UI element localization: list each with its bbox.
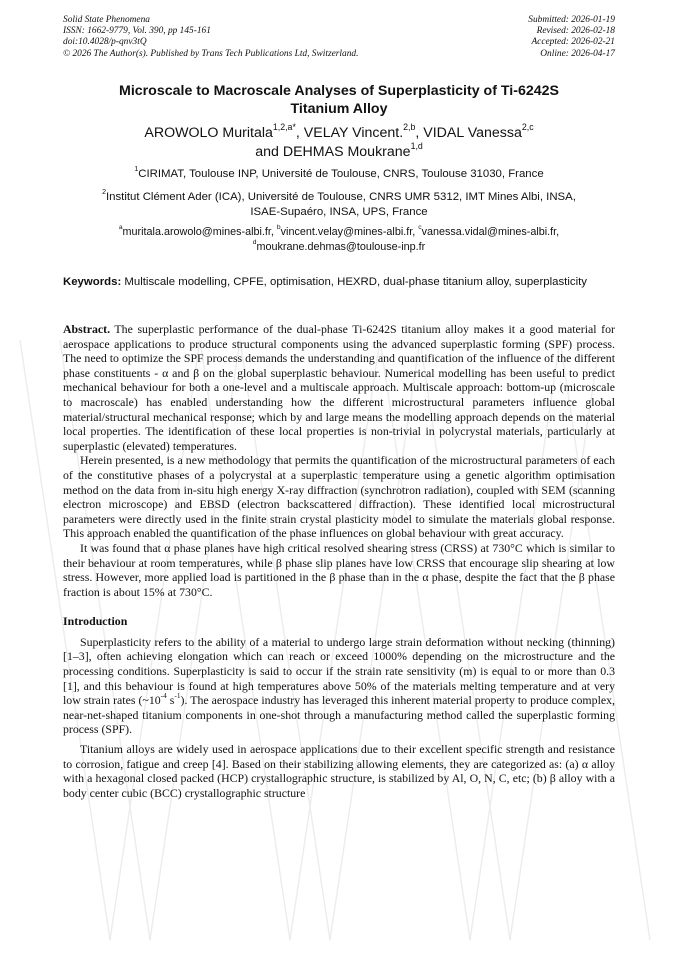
email-link[interactable]: moukrane.dehmas@toulouse-inp.fr — [256, 240, 426, 253]
paragraph-text: ). The aerospace industry has leveraged this inherent material property to produce complex, near-net-shaped titanium components in one-shot through a manufacturing method called the superplastic forming process (SPF). — [63, 693, 615, 737]
email-marker: a — [118, 224, 123, 232]
email-marker: c — [418, 224, 422, 232]
email-link[interactable]: vincent.velay@mines-albi.fr, — [280, 226, 419, 238]
paragraph-text: Superplasticity refers to the ability of a material to undergo large strain deformation without necking (thinning) [1–3], often achieving elongation which can reach or exceed 1000% depending on the microstructure and the processing conditions. Superplasticity is said to occur if the strain rate sensitivity (m) is equal to or more than 0.3 [1], and this behaviour is found at high temperatures above 50% of the materials melting temperature and at very low strain rates (~10 — [63, 634, 615, 708]
paper-title-line-1: Microscale to Macroscale Analyses of Superplasticity of Ti-6242S — [119, 83, 559, 99]
journal-doi[interactable]: doi:10.4028/p-qnv3tQ — [63, 37, 147, 48]
abstract-label: Abstract. — [63, 322, 111, 336]
author-affiliation-marker: 1,d — [410, 140, 423, 151]
affiliation-2-line-1 — [63, 190, 615, 205]
author-conjunction: and — [255, 144, 283, 160]
author-separator: , — [415, 125, 424, 141]
keywords-text: Multiscale modelling, CPFE, optimisation, HEXRD, dual-phase titanium alloy, superplasticity — [121, 276, 587, 288]
keywords — [63, 275, 615, 290]
emails-line-1 — [63, 225, 615, 240]
date-accepted: Accepted: 2026-02-21 — [531, 37, 615, 48]
email-link[interactable]: muritala.arowolo@mines-albi.fr, — [122, 226, 277, 238]
author-emails — [63, 225, 615, 254]
author-separator: , — [295, 125, 304, 141]
abstract-paragraph-2: Herein presented, is a new methodology that permits the quantification of the microstructural parameters of each of the constitutive phases of a polycrystal at a superplastic temperature using a genetic algorithm optimisation method on the data from in-situ high energy X-ray diffraction (synchrotron radiation), coupled with SEM (scanning electron microscope) and EBSD (electron backscattered diffraction). These identified local microstructural parameters were directly used in the finite strain crystal plasticity model to simulate the materials global response. This approach enabled the quantification of the phase influences on global behaviour with great accuracy. — [63, 453, 615, 541]
exponent: -1 — [174, 691, 181, 701]
journal-name: Solid State Phenomena — [63, 15, 150, 25]
email-marker: b — [276, 224, 281, 232]
date-revised: Revised: 2026-02-18 — [536, 26, 615, 37]
author-name: AROWOLO Muritala — [144, 125, 273, 141]
author-affiliation-marker: 2,c — [521, 121, 534, 132]
section-heading-introduction: Introduction — [63, 614, 128, 629]
journal-info — [63, 15, 358, 60]
abstract-paragraph-3: It was found that α phase planes have high critical resolved shearing stress (CRSS) at 730°C which is similar to their behaviour at room temperatures, while β phase slip planes have low CRSS that encourage slip shearing at low stress. However, more applied load is partitioned in the β phase than in the α phase, despite the fact that the β phase fraction is about 15% at 730°C. — [63, 540, 615, 599]
email-marker: d — [252, 239, 257, 246]
author-affiliation-marker: 1,2,a* — [272, 121, 296, 132]
paper-body — [63, 322, 615, 800]
journal-copyright: © 2026 The Author(s). Published by Trans Tech Publications Ltd, Switzerland. — [63, 48, 359, 59]
abstract-paragraph-1 — [63, 322, 615, 453]
affiliation-marker: 2 — [102, 189, 106, 197]
affiliation-marker: 1 — [134, 166, 139, 174]
author-name: VELAY Vincent. — [303, 125, 404, 141]
date-submitted: Submitted: 2026-01-19 — [528, 15, 615, 25]
emails-line-2 — [63, 240, 615, 255]
affiliation-2 — [63, 190, 615, 219]
introduction-paragraph-2: Titanium alloys are widely used in aerospace applications due to their excellent specific strength and resistance to corrosion, fatigue and creep [4]. Based on their stabilizing allowing elements, they are categorized as: (a) α alloy with a hexagonal closed packed (HCP) crystallographic structure, is stabilized by Al, O, N, C, etc; (b) β alloy with a body center cubic (BCC) crystallographic structure — [63, 742, 615, 800]
keywords-label: Keywords: — [63, 276, 122, 288]
journal-issn: ISSN: 1662-9779, Vol. 390, pp 145-161 — [63, 26, 211, 37]
date-online: Online: 2026-04-17 — [540, 48, 615, 59]
email-link[interactable]: vanessa.vidal@mines-albi.fr, — [421, 226, 560, 238]
publication-dates — [528, 15, 615, 60]
author-list — [63, 121, 615, 162]
author-line-2 — [63, 140, 615, 162]
author-affiliation-marker: 2,b — [403, 121, 416, 132]
affiliation-text: CIRIMAT, Toulouse INP, Université de Toulouse, CNRS, Toulouse 31030, France — [138, 168, 544, 180]
paper-title — [63, 82, 615, 118]
affiliation-text: Institut Clément Ader (ICA), Université de Toulouse, CNRS UMR 5312, IMT Mines Albi, INSA, — [105, 191, 576, 203]
introduction-paragraph-1 — [63, 635, 615, 737]
abstract-text: The superplastic performance of the dual-phase Ti-6242S titanium alloy makes it a good material for aerospace applications to produce structural components using the advanced superplastic forming (SPF) process. The need to optimize the SPF process demands the understanding and quantification of the influence of the different phase constituents - α and β on the global superplastic behaviour. Numerical modelling has been useful to predict mechanical behaviour for both a one-level and a multiscale approach. Multiscale approach: bottom-up (microscale to macroscale) has enabled understanding how the different microstructural parameters influence global material/structural mechanical response; which by and large means the modelling approach depends on the material local properties. The identification of these local properties is non-trivial in polycrystal materials, particularly at superplastic (elevated) temperatures. — [63, 322, 615, 453]
author-name: VIDAL Vanessa — [423, 125, 522, 141]
author-line-1 — [63, 121, 615, 143]
paragraph-text: s — [166, 693, 175, 708]
exponent: -4 — [160, 691, 167, 701]
paper-title-line-2: Titanium Alloy — [290, 101, 388, 117]
affiliation-1 — [63, 167, 615, 182]
affiliation-2-line-2: ISAE-Supaéro, INSA, UPS, France — [250, 205, 428, 218]
author-name: DEHMAS Moukrane — [282, 144, 411, 160]
